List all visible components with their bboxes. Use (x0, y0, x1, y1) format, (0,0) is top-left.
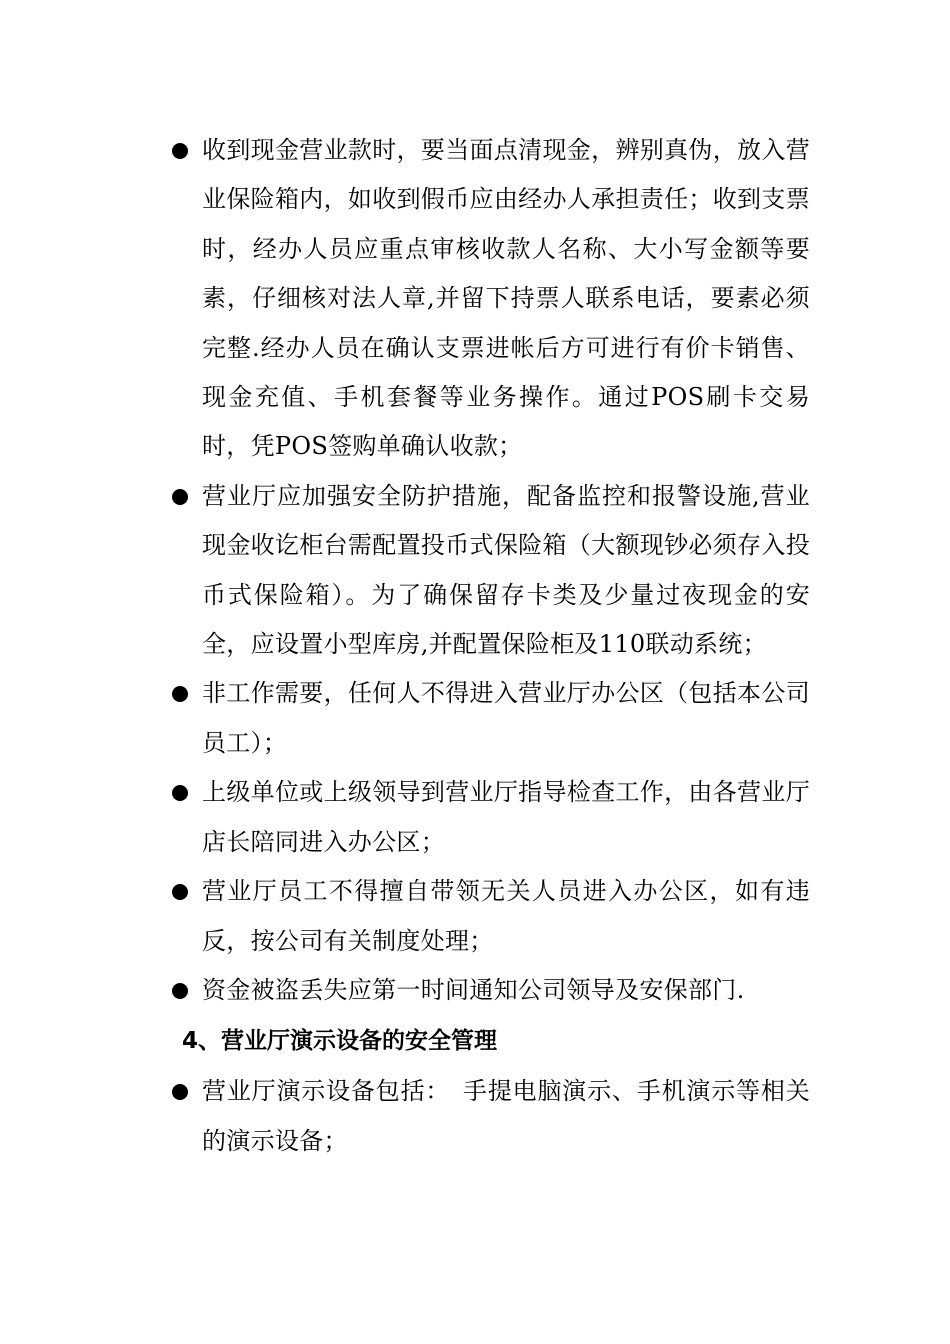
bullet-icon (172, 785, 188, 801)
bullet-icon (172, 686, 188, 702)
list-item (170, 1067, 810, 1166)
list-item (170, 768, 810, 867)
list-item (170, 472, 810, 670)
bullet-icon (172, 489, 188, 505)
list-item (170, 966, 810, 1015)
list-item-text: 资金被盗丢失应第一时间通知公司领导及安保部门. (202, 975, 745, 1004)
bullet-icon (172, 143, 188, 159)
list-item-text: 营业厅员工不得擅自带领无关人员进入办公区，如有违反，按公司有关制度处理； (202, 877, 810, 955)
list-item (170, 867, 810, 966)
list-item-text: 上级单位或上级领导到营业厅指导检查工作，由各营业厅店长陪同进入办公区； (202, 778, 810, 856)
section-heading: 4、营业厅演示设备的安全管理 (182, 1028, 498, 1055)
list-item (170, 126, 810, 472)
document-body (170, 126, 810, 1166)
list-item-text: 非工作需要，任何人不得进入营业厅办公区（包括本公司员工）； (202, 679, 810, 757)
bullet-icon (172, 884, 188, 900)
bullet-icon (172, 983, 188, 999)
list-item-text: 营业厅应加强安全防护措施，配备监控和报警设施,营业现金收讫柜台需配置投币式保险箱（大额现钞必须存入投币式保险箱）。为了确保留存卡类及少量过夜现金的安全，应设置小型库房,并配置保险柜及110联动系统； (202, 481, 810, 659)
list-item-text: 收到现金营业款时，要当面点清现金，辨别真伪，放入营业保险箱内，如收到假币应由经办人承担责任；收到支票时，经办人员应重点审核收款人名称、大小写金额等要素，仔细核对法人章,并留下持票人联系电话，要素必须完整.经办人员在确认支票进帐后方可进行有价卡销售、现金充值、手机套餐等业务操作。通过POS刷卡交易时，凭POS签购单确认收款； (202, 136, 810, 461)
list-item-text: 营业厅演示设备包括： 手提电脑演示、手机演示等相关的演示设备； (202, 1077, 810, 1155)
bullet-icon (172, 1084, 188, 1100)
list-item (170, 669, 810, 768)
